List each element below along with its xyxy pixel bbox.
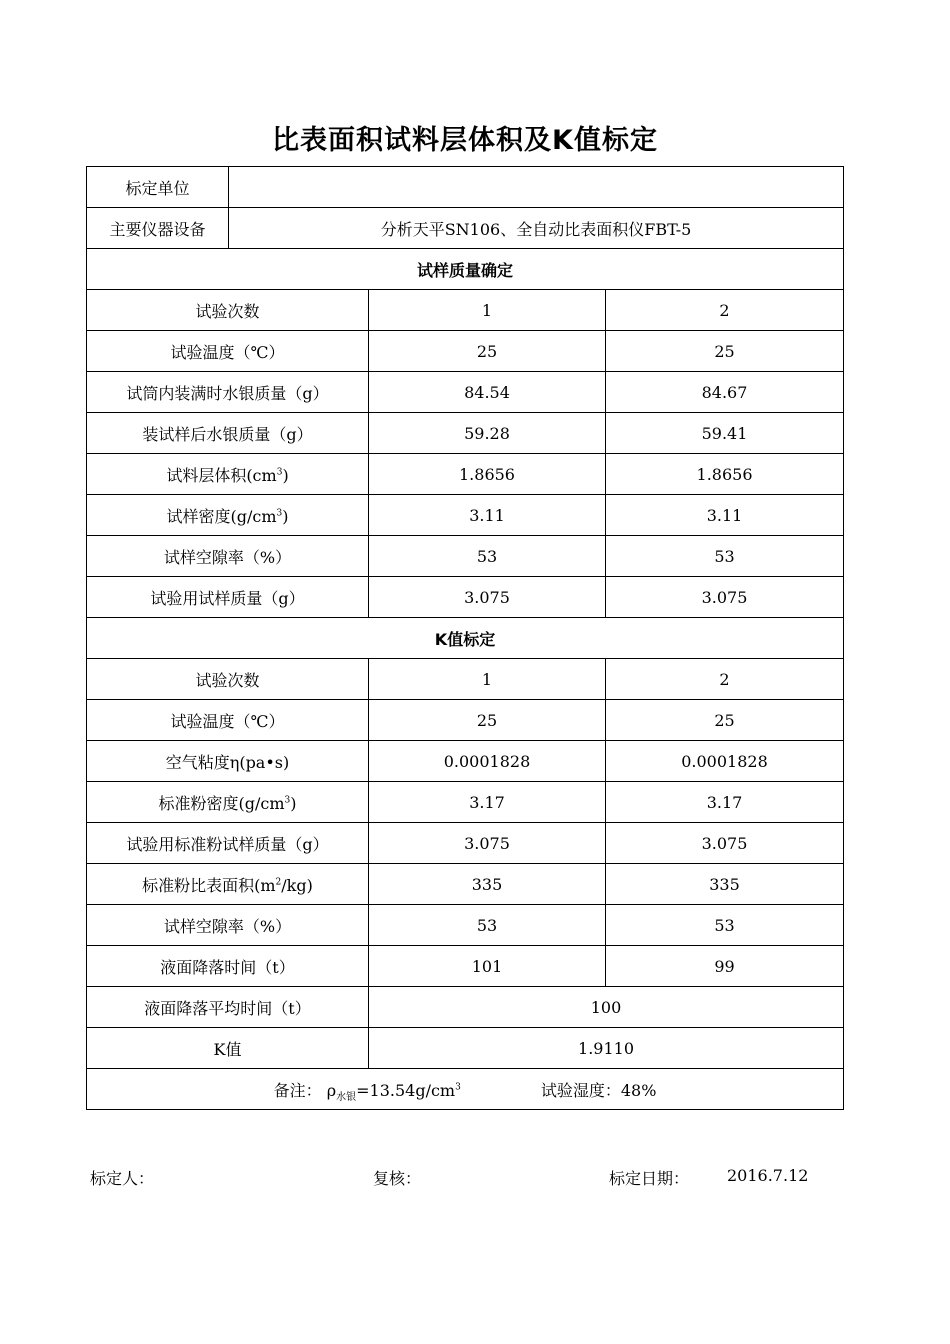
table-row (87, 413, 844, 454)
unit-value (229, 167, 844, 208)
remark-label: 备注： (273, 1080, 322, 1100)
trial-2-value: 3.075 (606, 577, 844, 618)
trial-1-value: 59.28 (369, 413, 606, 454)
trial-2-value: 59.41 (606, 413, 844, 454)
calibration-table (86, 166, 844, 1110)
trial-1-value: 84.54 (369, 372, 606, 413)
reviewer-label: 复核： (373, 1169, 422, 1188)
trial-1-value: 53 (369, 905, 606, 946)
trial-1-value: 0.0001828 (369, 741, 606, 782)
label-text: 标准粉密度(g/cm (158, 793, 285, 813)
row-label: 试验次数 (87, 659, 369, 700)
table-row (87, 905, 844, 946)
humidity-note: 试验湿度：48% (540, 1080, 657, 1100)
trial-1-value: 3.075 (369, 823, 606, 864)
row-label: 试验用标准粉试样质量（g） (87, 823, 369, 864)
trial-1-value: 335 (369, 864, 606, 905)
date-label: 标定日期： (609, 1169, 690, 1188)
table-row (87, 782, 844, 823)
row-label: 试筒内装满时水银质量（g） (87, 372, 369, 413)
row-label: 液面降落时间（t） (87, 946, 369, 987)
k-value: 1.9110 (369, 1028, 844, 1069)
unit-superscript: 3 (284, 795, 291, 806)
row-label: 试验次数 (87, 290, 369, 331)
trial-1-value: 1.8656 (369, 454, 606, 495)
table-row (87, 372, 844, 413)
page-title: 比表面积试料层体积及K值标定 (272, 125, 658, 156)
row-label: K值 (87, 1028, 369, 1069)
table-row (87, 495, 844, 536)
table-row (87, 536, 844, 577)
label-text: 标准粉比表面积(m (142, 875, 276, 895)
row-label: 试验温度（℃） (87, 331, 369, 372)
trial-2-value: 3.17 (606, 782, 844, 823)
section-title-mass: 试样质量确定 (87, 249, 844, 290)
table-row (87, 331, 844, 372)
equipment-row (87, 208, 844, 249)
unit-superscript: 3 (455, 1082, 461, 1093)
label-text: ) (282, 506, 289, 526)
trial-2-value: 2 (606, 659, 844, 700)
trial-2-value: 25 (606, 331, 844, 372)
label-text: 试样密度(g/cm (166, 506, 277, 526)
trial-2-value: 335 (606, 864, 844, 905)
trial-2-value: 53 (606, 905, 844, 946)
average-time-row (87, 987, 844, 1028)
equipment-label: 主要仪器设备 (87, 208, 229, 249)
date-value: 2016.7.12 (727, 1166, 809, 1185)
row-label: 试样空隙率（%） (87, 536, 369, 577)
unit-superscript: 3 (276, 467, 283, 478)
label-text: 试料层体积(cm (166, 465, 277, 485)
row-label (87, 495, 369, 536)
trial-2-value: 3.075 (606, 823, 844, 864)
signature-footer (90, 1166, 850, 1190)
trial-2-value: 2 (606, 290, 844, 331)
section-title-k-value: K值标定 (87, 618, 844, 659)
trial-2-value: 84.67 (606, 372, 844, 413)
section-header-row (87, 249, 844, 290)
average-time-value: 100 (369, 987, 844, 1028)
trial-1-value: 3.075 (369, 577, 606, 618)
table-row (87, 577, 844, 618)
table-row (87, 946, 844, 987)
trial-2-value: 1.8656 (606, 454, 844, 495)
trial-1-value: 25 (369, 700, 606, 741)
row-label (87, 454, 369, 495)
table-row (87, 741, 844, 782)
label-text: ) (290, 793, 297, 813)
trial-2-value: 3.11 (606, 495, 844, 536)
trial-1-value: 101 (369, 946, 606, 987)
table-row (87, 454, 844, 495)
label-text: ) (282, 465, 289, 485)
row-label: 液面降落平均时间（t） (87, 987, 369, 1028)
trial-1-value: 1 (369, 290, 606, 331)
remark-cell (87, 1069, 844, 1110)
row-label (87, 864, 369, 905)
table-row (87, 864, 844, 905)
row-label (87, 782, 369, 823)
trial-1-value: 3.17 (369, 782, 606, 823)
table-row (87, 823, 844, 864)
trial-1-value: 53 (369, 536, 606, 577)
remark-row (87, 1069, 844, 1110)
row-label: 空气粘度η(pa•s) (87, 741, 369, 782)
row-label: 试样空隙率（%） (87, 905, 369, 946)
row-label: 装试样后水银质量（g） (87, 413, 369, 454)
k-value-row (87, 1028, 844, 1069)
rho-subscript: 水银 (336, 1091, 357, 1103)
calibrator-label: 标定人： (90, 1169, 155, 1188)
row-label: 试验用试样质量（g） (87, 577, 369, 618)
unit-superscript: 3 (276, 508, 283, 519)
trial-1-value: 3.11 (369, 495, 606, 536)
table-row (87, 700, 844, 741)
mercury-density: =13.54g/cm (356, 1080, 456, 1100)
trial-1-value: 1 (369, 659, 606, 700)
label-text: /kg) (281, 875, 313, 895)
trial-2-value: 0.0001828 (606, 741, 844, 782)
table-row (87, 659, 844, 700)
trial-2-value: 53 (606, 536, 844, 577)
unit-label: 标定单位 (87, 167, 229, 208)
section-header-row (87, 618, 844, 659)
row-label: 试验温度（℃） (87, 700, 369, 741)
unit-row (87, 167, 844, 208)
equipment-value: 分析天平SN106、全自动比表面积仪FBT-5 (229, 208, 844, 249)
unit-superscript: 2 (275, 877, 282, 888)
trial-2-value: 25 (606, 700, 844, 741)
rho-symbol: ρ (326, 1080, 337, 1100)
table-row (87, 290, 844, 331)
trial-2-value: 99 (606, 946, 844, 987)
trial-1-value: 25 (369, 331, 606, 372)
